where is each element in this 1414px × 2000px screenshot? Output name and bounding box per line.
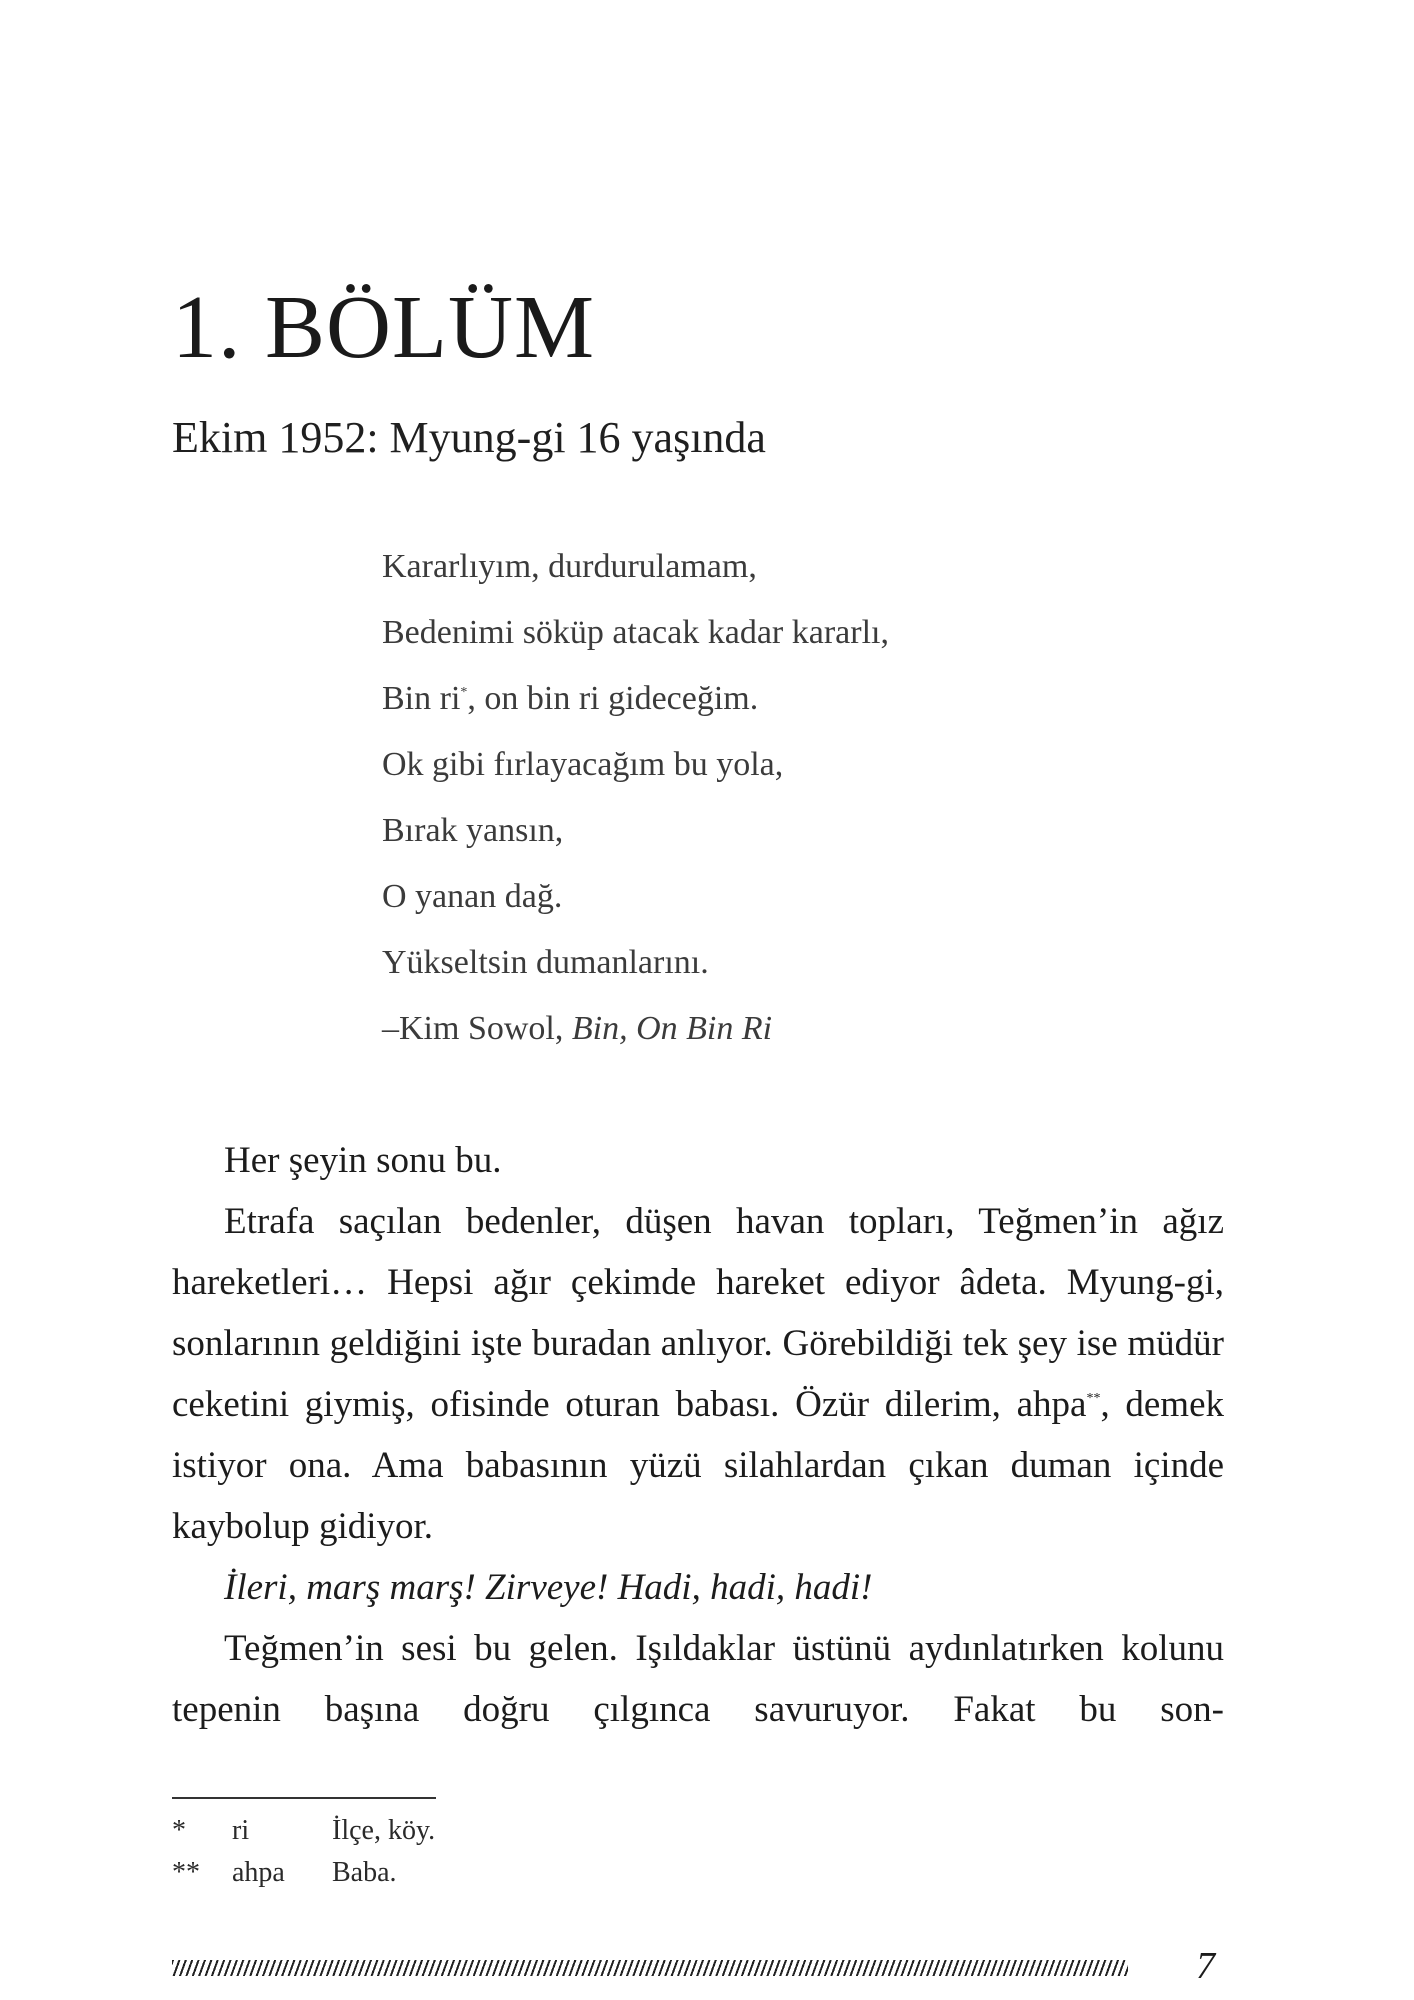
epigraph-line: Ok gibi fırlayacağım bu yola, (382, 746, 784, 783)
footnote-definition: Baba. (332, 1857, 397, 1888)
footnote-ref-mark: * (460, 685, 468, 700)
epigraph-line-start: Bin ri (382, 680, 461, 717)
paragraph: Teğmen’in sesi bu gelen. Işıldaklar üstünü aydınlatırken kolunu tepenin başına doğru çılgınca savuruyor. Fakat bu son- (172, 1628, 1224, 1730)
footnote-divider (172, 1797, 436, 1799)
footer-hatch-bar (172, 1960, 1128, 1976)
paragraph-italic: İleri, marş marş! Zirveye! Hadi, hadi, hadi! (224, 1567, 873, 1608)
footnote-ref-mark: ** (1086, 1391, 1101, 1406)
epigraph-line (382, 666, 1102, 732)
attribution-author: –Kim Sowol, (382, 1010, 572, 1047)
footnotes (172, 1810, 435, 1894)
page-number: 7 (1196, 1945, 1215, 1987)
footnote-mark: * (172, 1815, 186, 1846)
epigraph-line: Yükseltsin dumanlarını. (382, 944, 709, 981)
epigraph-line: Kararlıyım, durdurulamam, (382, 548, 757, 585)
paragraph: Her şeyin sonu bu. (224, 1140, 502, 1181)
epigraph-line: Bırak yansın, (382, 812, 564, 849)
paragraph (172, 1191, 1224, 1557)
epigraph-line: O yanan dağ. (382, 878, 563, 915)
footnote-term: ahpa (232, 1857, 285, 1888)
paragraph-text: Etrafa saçılan bedenler, düşen havan topları, Teğmen’in ağız hareketleri… Hepsi ağır çekimde hareket ediyor âdeta. Myung-gi, sonlarının geldiğini işte buradan anlıyor. Görebildiği tek şey ise müdür ceketini giymiş, ofisinde oturan babası. Özür dilerim, ahpa (172, 1201, 1224, 1425)
footnote (172, 1852, 435, 1894)
body-text (172, 1130, 1224, 1740)
paragraph-text: , demek istiyor ona. Ama babasının yüzü silahlardan çıkan duman içinde kaybolup gidiyor. (172, 1384, 1225, 1547)
footnote-definition: İlçe, köy. (332, 1815, 436, 1846)
epigraph-line: Bedenimi söküp atacak kadar kararlı, (382, 614, 889, 651)
epigraph-line-end: , on bin ri gideceğim. (467, 680, 759, 717)
attribution-title: Bin, On Bin Ri (571, 1010, 773, 1047)
footnote-term: ri (232, 1815, 250, 1846)
footnote (172, 1810, 435, 1852)
chapter-title: 1. BÖLÜM (172, 278, 596, 377)
epigraph-poem (382, 534, 1102, 1062)
chapter-subtitle: Ekim 1952: Myung-gi 16 yaşında (172, 413, 766, 462)
footnote-mark: ** (172, 1857, 200, 1888)
epigraph-attribution (382, 996, 1102, 1062)
